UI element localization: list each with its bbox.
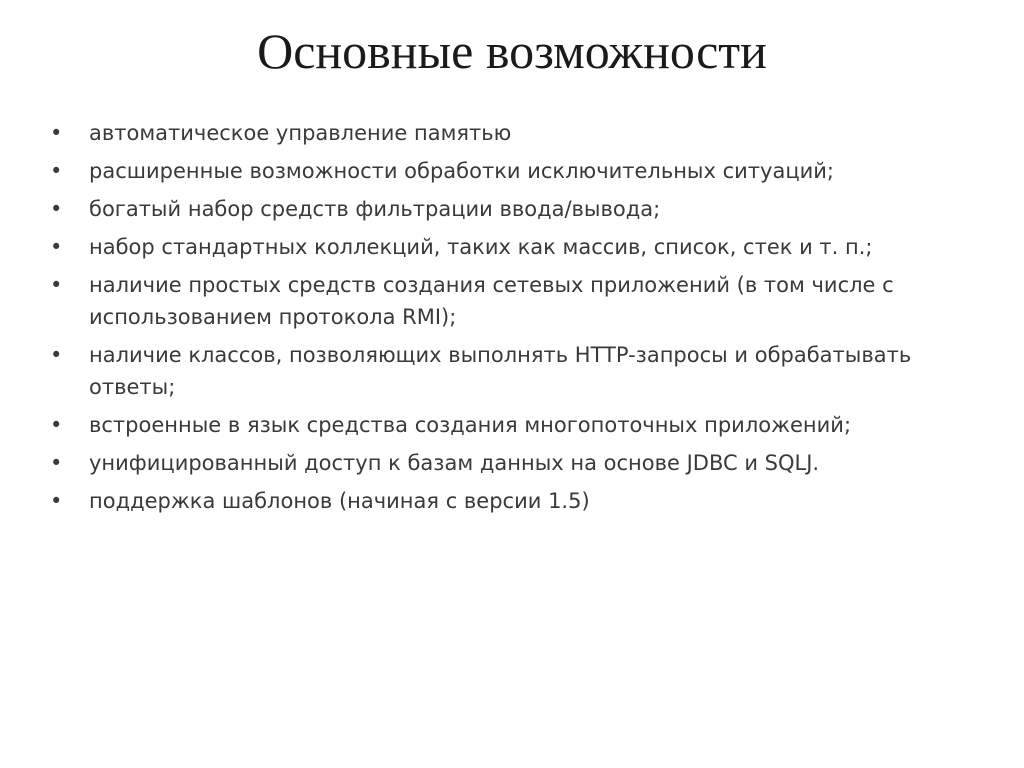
- bullet-text: богатый набор средств фильтрации ввода/вывода;: [89, 197, 661, 221]
- bullet-text: наличие классов, позволяющих выполнять HTTP-запросы и обрабатывать ответы;: [89, 343, 912, 399]
- bullet-text: расширенные возможности обработки исключительных ситуаций;: [89, 159, 834, 183]
- bullet-item-exceptions: [50, 155, 980, 187]
- bullet-item-http: [50, 339, 980, 403]
- bullet-item-generics: [50, 485, 980, 517]
- bullet-icon: •: [50, 273, 63, 297]
- bullet-text: унифицированный доступ к базам данных на основе JDBC и SQLJ.: [89, 451, 820, 475]
- bullet-text: наличие простых средств создания сетевых приложений (в том числе с использованием протокола RMI);: [89, 273, 894, 329]
- bullet-icon: •: [50, 489, 63, 513]
- bullet-icon: •: [50, 451, 63, 475]
- bullet-item-database-access: [50, 447, 980, 479]
- slide-title: Основные возможности: [257, 23, 767, 79]
- bullet-item-collections: [50, 231, 980, 263]
- bullet-list: [50, 117, 980, 523]
- bullet-icon: •: [50, 197, 63, 221]
- bullet-item-multithreading: [50, 409, 980, 441]
- bullet-icon: •: [50, 343, 63, 367]
- bullet-item-io-filters: [50, 193, 980, 225]
- bullet-icon: •: [50, 413, 63, 437]
- bullet-text: автоматическое управление памятью: [89, 121, 512, 145]
- bullet-icon: •: [50, 159, 63, 183]
- bullet-icon: •: [50, 121, 63, 145]
- bullet-text: встроенные в язык средства создания многопоточных приложений;: [89, 413, 852, 437]
- bullet-text: набор стандартных коллекций, таких как массив, список, стек и т. п.;: [89, 235, 873, 259]
- bullet-item-network-apps: [50, 269, 980, 333]
- bullet-item-memory-management: [50, 117, 980, 149]
- bullet-icon: •: [50, 235, 63, 259]
- bullet-text: поддержка шаблонов (начиная с версии 1.5): [89, 489, 590, 513]
